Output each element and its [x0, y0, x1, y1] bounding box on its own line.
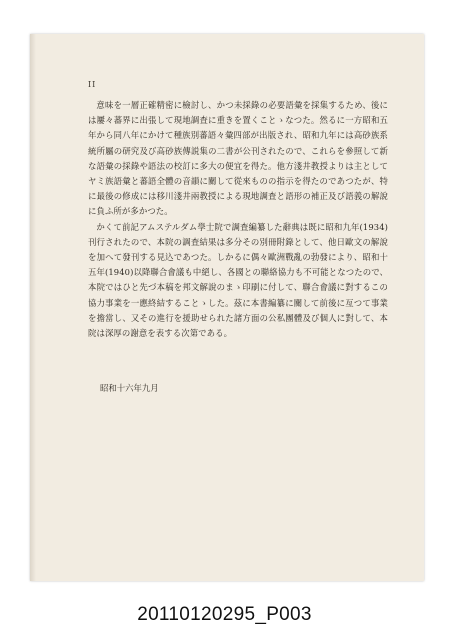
- paragraph-1: 意味を一層正確精密に檢討し、かつ未採錄の必要語彙を採集するため、後には屢々蕃界に出張して現地調査に重きを置くことゝなつた。然るに一方昭和五年から同八年にかけて種族別蕃語々彙四部が出版され、昭和九年には高砂族系統所屬の研究及び高砂族傳説集の二書が公刊されたので、これらを參照して新な語彙の採錄や語法の校訂に多大の便宜を得た。他方淺井教授よりは主としてヤミ族語彙と蕃語全體の音韻に關して從來ものの指示を得たのであつたが、特に最後の修成には移川淺井兩教授による現地調査と語形の補正及び語義の解說に負ふ所が多かつた。: [88, 100, 388, 217]
- date-line: 昭和十六年九月: [100, 383, 159, 393]
- paragraph-2: かくて前記アムステルダム學士院で調査編纂した辭典は既に昭和九年(1934)刊行されたので、本院の調査結果は多分その別冊附錄として、他日歐文の解說を加へて發刊する見込であつた。しかるに偶々歐洲戰亂の勃發により、昭和十五年(1940)以降聯合會議も中絕し、各國との聯絡協力も不可能となつたので、本院ではひと先づ本稿を邦文解說のまゝ印刷に付して、聯合會議に對するこの協力事業を一應終結することゝした。茲に本書編纂に關して前後に亙つて事業を擔當し、又その進行を援助せられた諸方面の公私團體及び個人に對して、本院は深厚の謝意を表する次第である。: [88, 221, 388, 339]
- body-text: [88, 98, 388, 341]
- page-edge-shadow: [30, 34, 36, 581]
- archive-id-caption: 20110120295_P003: [137, 604, 312, 625]
- page-number: II: [88, 80, 97, 89]
